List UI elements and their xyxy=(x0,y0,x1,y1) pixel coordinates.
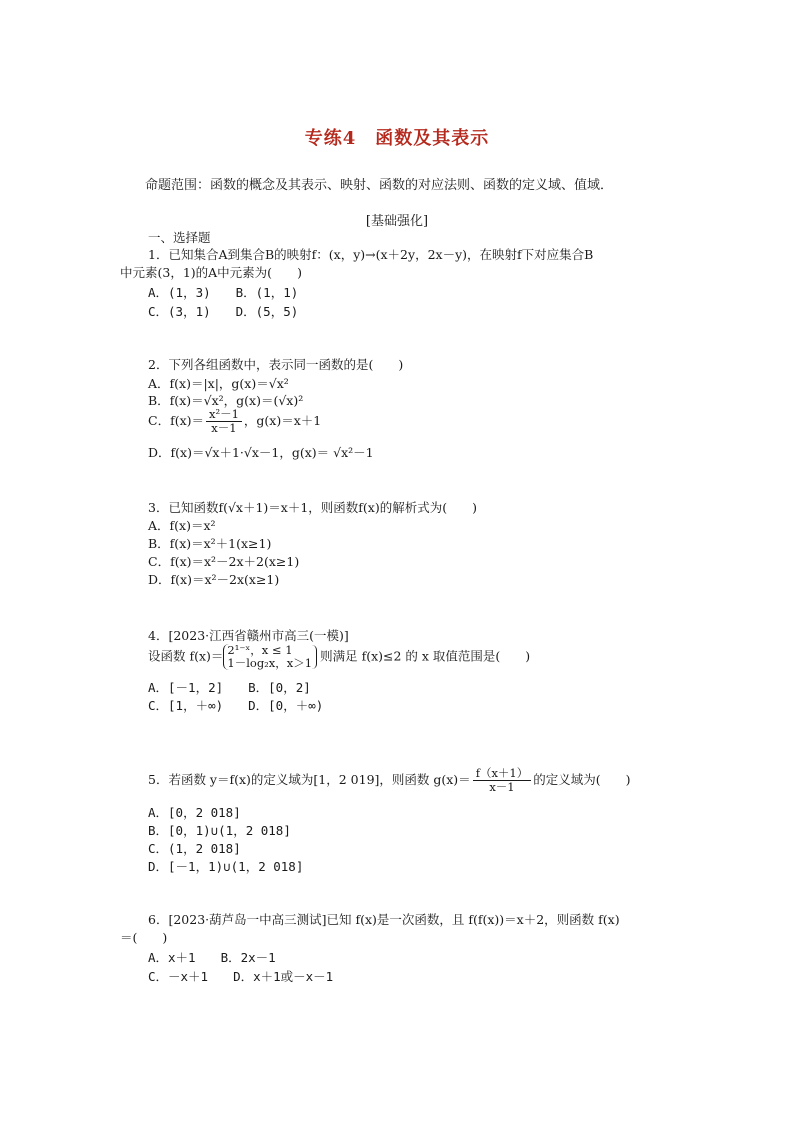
q1-option-ab: A．(1，3) B．(1，1) xyxy=(148,285,299,300)
q2-option-d: D．f(x)＝√x＋1·√x－1，g(x)＝ √x²－1 xyxy=(148,445,374,460)
scope-text: 命题范围：函数的概念及其表示、映射、函数的对应法则、函数的定义域、值域． xyxy=(145,178,614,193)
q1-option-cd: C．(3，1) D．(5，5) xyxy=(148,304,299,319)
q5-stem-prefix: 5．若函数 y＝f(x)的定义域为[1，2 019]，则函数 g(x)＝ xyxy=(148,772,471,787)
q4-option-ab: A．[－1，2] B．[0，2] xyxy=(148,680,311,695)
q4-piecewise xyxy=(223,644,312,670)
q2-option-c-fraction xyxy=(206,408,242,435)
section-heading: [基础强化] xyxy=(365,214,429,229)
q3-option-b: B．f(x)＝x²＋1(x≥1) xyxy=(148,536,272,551)
q4-stem xyxy=(148,644,530,670)
q6-stem-line2: ＝( ) xyxy=(120,930,168,945)
q4-case-2: 1－log₂x，x＞1 xyxy=(227,656,313,670)
q5-option-c: C．(1，2 018] xyxy=(148,841,241,856)
q4-stem-suffix: 则满足 f(x)≤2 的 x 取值范围是( ) xyxy=(320,648,531,664)
q5-stem xyxy=(148,767,631,794)
q2-option-c-prefix: C．f(x)＝ xyxy=(148,413,204,428)
q2-option-c-numerator: x²－1 xyxy=(206,408,242,422)
q5-fraction xyxy=(473,767,532,794)
q1-stem-line2: 中元素(3，1)的A中元素为( ) xyxy=(120,265,302,280)
q4-stem-prefix: 设函数 f(x)＝ xyxy=(148,648,224,664)
q3-stem: 3．已知函数f(√x＋1)＝x＋1，则函数f(x)的解析式为( ) xyxy=(148,500,477,515)
q5-option-d: D．[－1，1)∪(1，2 018] xyxy=(148,859,304,874)
q4-source: 4．[2023·江西省赣州市高三(一模)] xyxy=(148,628,349,643)
q1-stem-line1: 1．已知集合A到集合B的映射f：(x，y)→(x＋2y，2x－y)，在映射f下对应集合B xyxy=(148,247,594,262)
q2-option-a: A．f(x)＝|x|，g(x)＝√x² xyxy=(148,376,289,391)
q3-option-d: D．f(x)＝x²－2x(x≥1) xyxy=(148,572,280,587)
q2-option-c-denominator: x－1 xyxy=(211,421,237,435)
q4-brace xyxy=(312,645,317,669)
q4-option-cd: C．[1，＋∞) D．[0，＋∞) xyxy=(148,698,324,713)
q2-stem: 2．下列各组函数中，表示同一函数的是( ) xyxy=(148,357,404,372)
q6-option-ab: A．x＋1 B．2x－1 xyxy=(148,950,276,965)
q5-numerator: f（x＋1） xyxy=(473,767,532,781)
part-heading: 一、选择题 xyxy=(148,230,211,245)
q2-option-c xyxy=(148,408,321,435)
q3-option-c: C．f(x)＝x²－2x＋2(x≥1) xyxy=(148,554,300,569)
q4-case-1: 2¹⁻ˣ，x ≤ 1 xyxy=(227,643,293,657)
document-title: 专练4 函数及其表示 xyxy=(304,128,490,149)
q6-stem-line1: 6．[2023·葫芦岛一中高三测试]已知 f(x)是一次函数，且 f(f(x))＝x＋2，则函数 f(x) xyxy=(148,912,620,927)
q5-stem-suffix: 的定义域为( ) xyxy=(533,772,631,787)
q5-option-b: B．[0，1)∪(1，2 018] xyxy=(148,823,291,838)
q5-denominator: x－1 xyxy=(489,780,515,794)
q2-option-b: B．f(x)＝√x²，g(x)＝(√x)² xyxy=(148,393,304,408)
q6-option-cd: C．－x＋1 D．x＋1或－x－1 xyxy=(148,969,334,984)
q2-option-c-suffix: ，g(x)＝x＋1 xyxy=(243,413,322,428)
q3-option-a: A．f(x)＝x² xyxy=(148,518,216,533)
q5-option-a: A．[0，2 018] xyxy=(148,805,241,820)
